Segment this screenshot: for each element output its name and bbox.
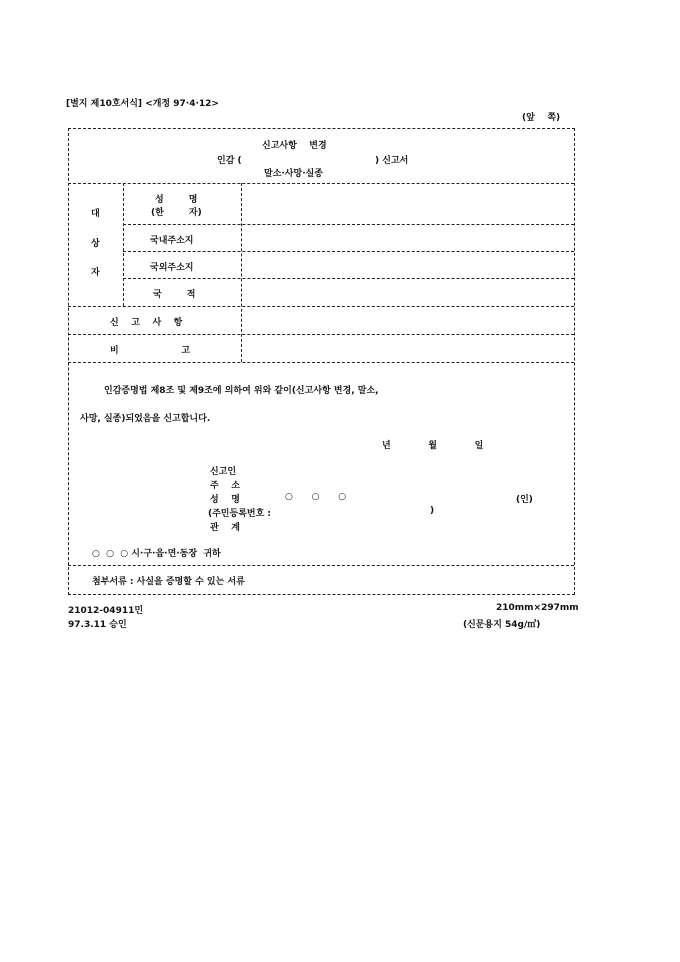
addressee: ○ ○ ○ 시·구·읍·면·동장 귀하 (92, 549, 221, 559)
title-line-2-suffix: ) 신고서 (375, 156, 409, 166)
relation-label: 관 계 (210, 523, 240, 533)
rule-group-divider (123, 183, 124, 306)
title-line-3: 말소·사망·실종 (264, 169, 324, 179)
domestic-address-label: 국내주소지 (150, 236, 194, 246)
name-label: 성 명 (155, 195, 198, 205)
page-side-label: (앞 쪽) (522, 113, 561, 123)
rule-foreign-bottom (123, 278, 574, 279)
attachment-note: 첨부서류 : 사실을 증명할 수 있는 서류 (92, 577, 245, 587)
target-char-1: 대 (91, 209, 100, 219)
target-char-2: 상 (91, 239, 100, 249)
rule-label-divider (241, 183, 242, 362)
report-item-label: 신 고 사 항 (110, 318, 183, 328)
date-line: 년 월 일 (382, 441, 484, 451)
title-line-2-prefix: 인감 ( (217, 156, 242, 166)
remarks-label: 비 고 (110, 346, 191, 356)
title-line-1: 신고사항 변경 (262, 141, 327, 151)
rule-name-bottom (123, 224, 574, 225)
rule-target-bottom (68, 306, 574, 307)
rule-remarks-bottom (68, 362, 574, 363)
paper-size: 210mm×297mm (496, 603, 579, 613)
reporter-address-label: 주 소 (210, 481, 240, 491)
name-hanja-label: (한 자) (151, 208, 202, 218)
rule-domestic-bottom (123, 251, 574, 252)
nationality-label: 국 적 (153, 290, 196, 300)
approval-date: 97.3.11 승인 (68, 620, 127, 630)
resident-id-close: ) (430, 506, 435, 516)
paper-type: (신문용지 54g/㎡) (463, 620, 541, 630)
statement-line-2: 사망, 실종)되었음을 신고합니다. (80, 414, 211, 424)
reporter-name-label: 성 명 (210, 495, 240, 505)
form-number: [별지 제10호서식] <개정 97·4·12> (66, 99, 219, 109)
reporter-name-placeholder: ○ ○ ○ (285, 492, 347, 502)
form-code: 21012-04911민 (68, 606, 144, 616)
target-char-3: 자 (91, 268, 100, 278)
statement-line-1: 인감증명법 제8조 및 제9조에 의하여 위와 같이(신고사항 변경, 말소, (104, 386, 379, 396)
rule-report-bottom (68, 334, 574, 335)
reporter-label: 신고인 (210, 467, 237, 477)
seal-mark: (인) (516, 495, 533, 505)
foreign-address-label: 국외주소지 (150, 263, 194, 273)
rule-title-bottom (68, 183, 574, 184)
rule-body-bottom (68, 565, 574, 566)
resident-id-label: (주민등록번호 : (208, 509, 272, 519)
